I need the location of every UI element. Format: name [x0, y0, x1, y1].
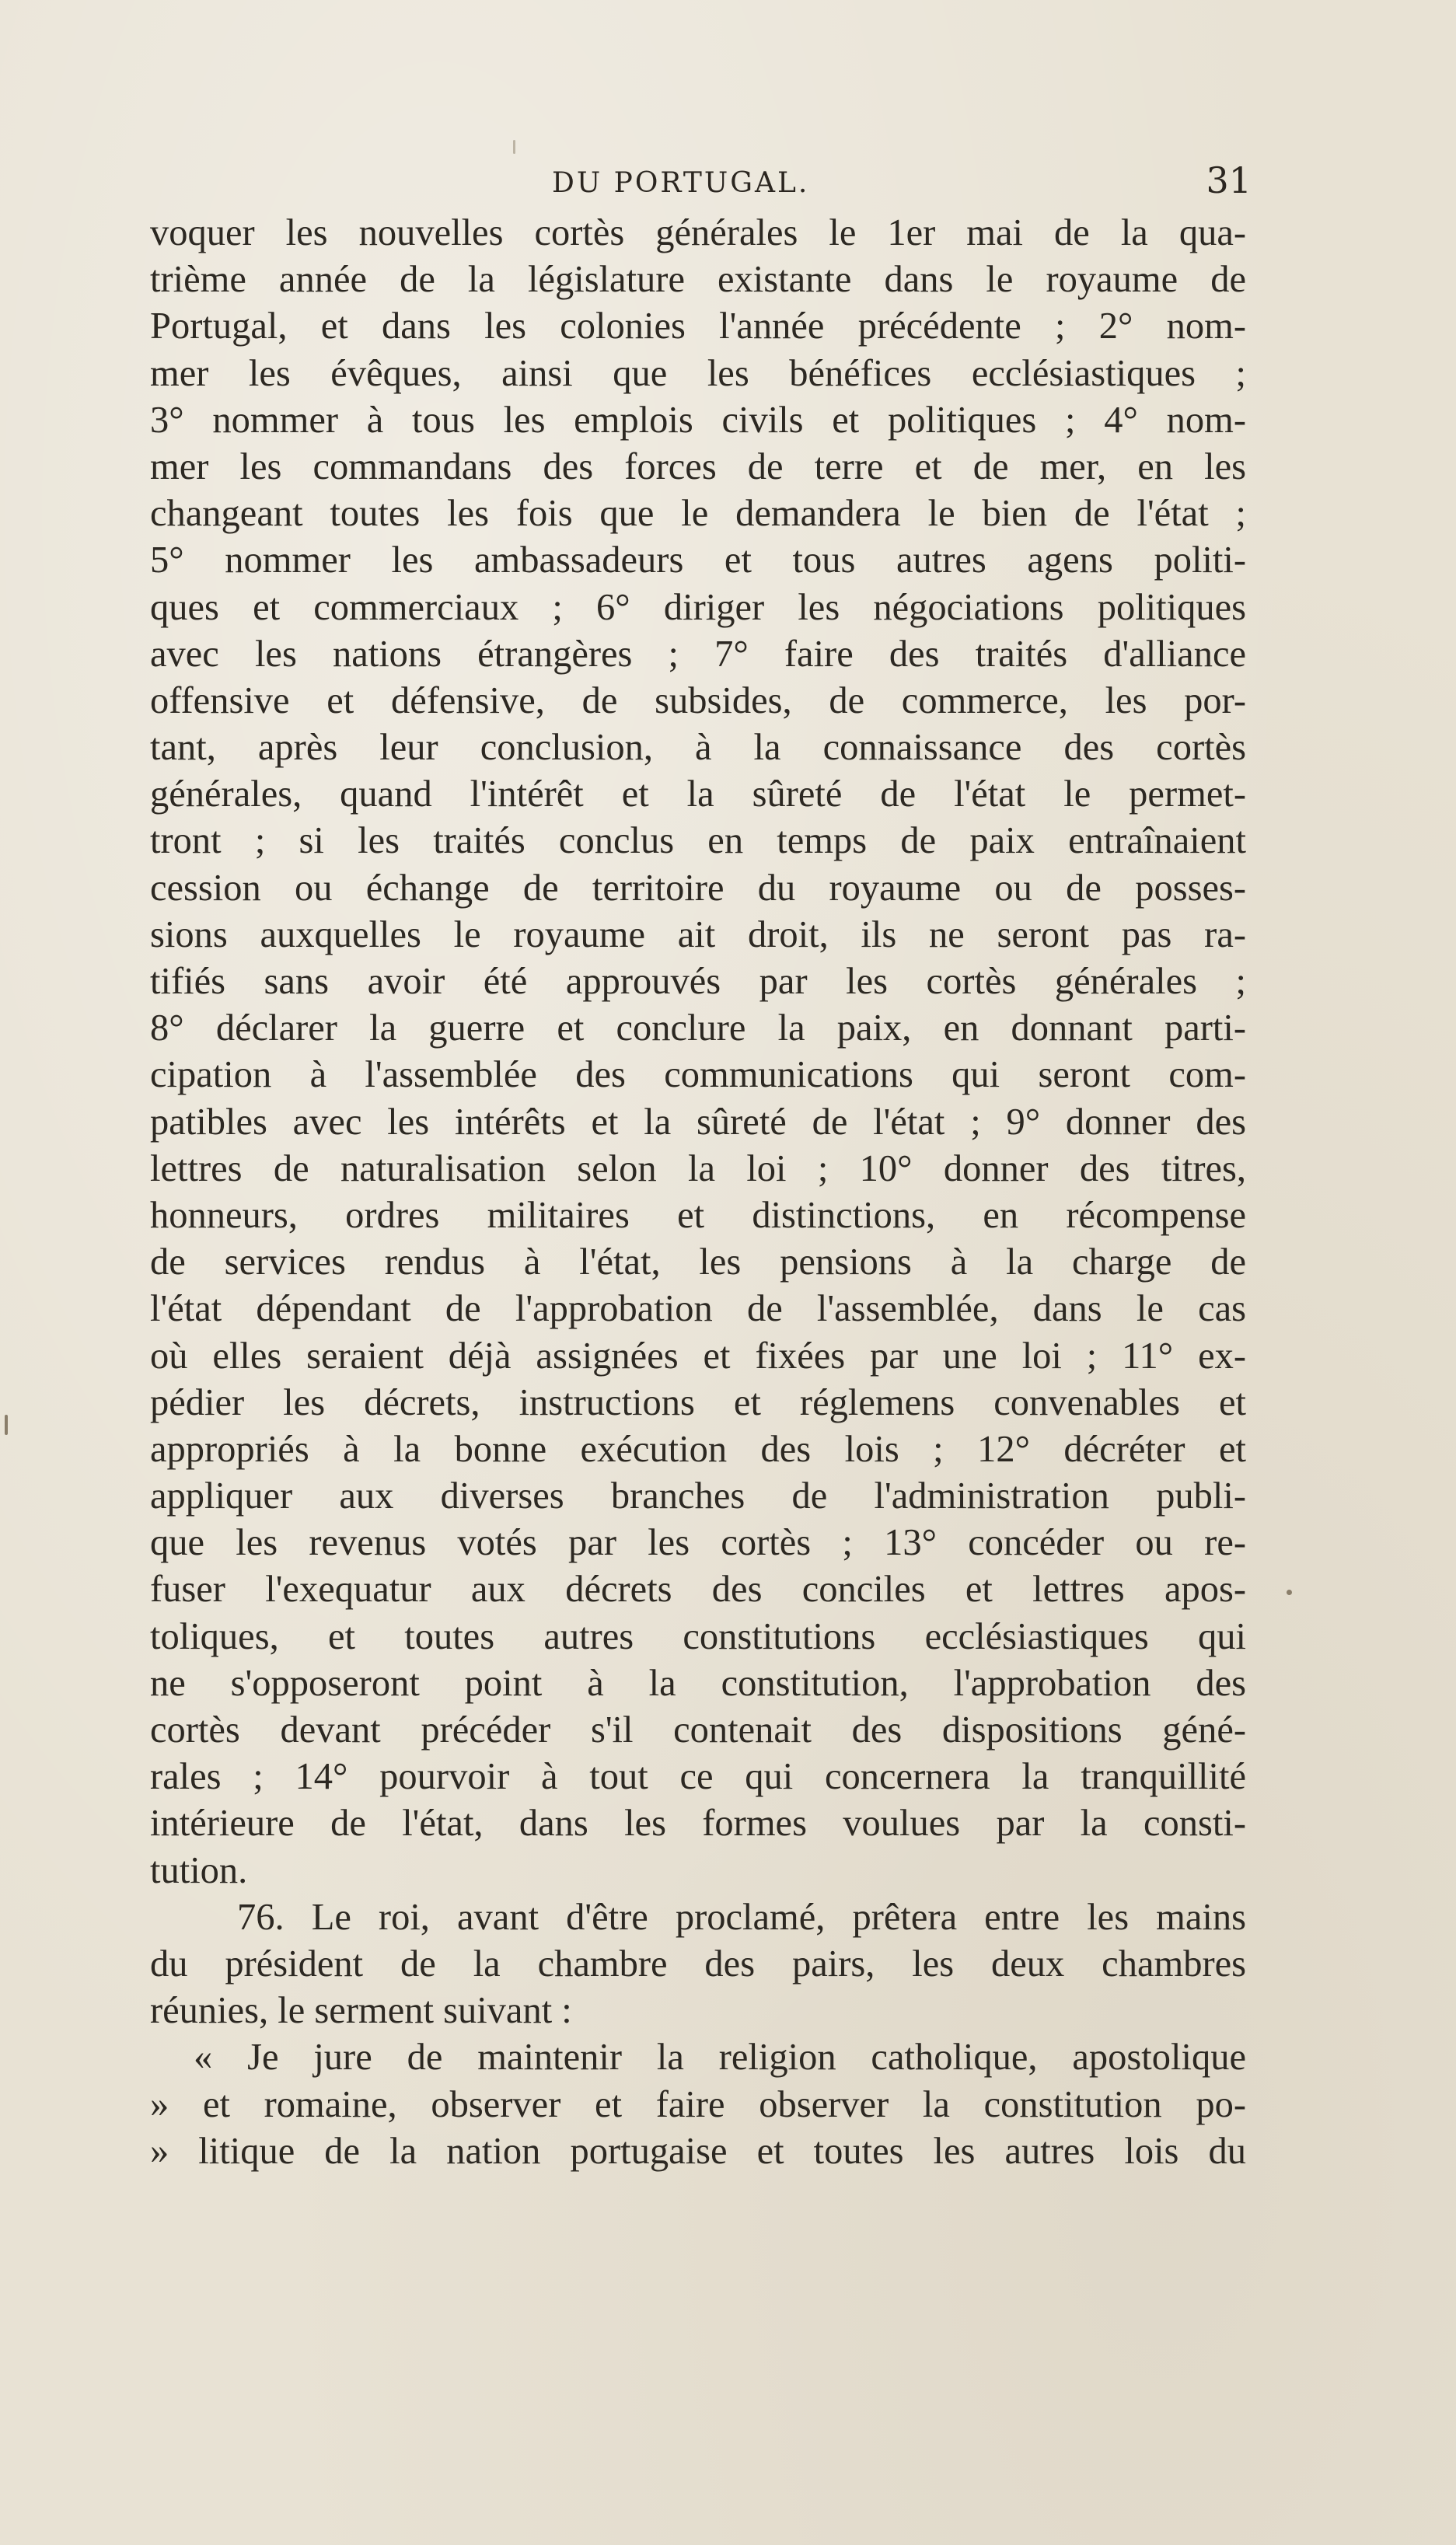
text-line: de services rendus à l'état, les pensions à la charge de [150, 1241, 1246, 1283]
text-line: toliques, et toutes autres constitutions ecclésiastiques qui [150, 1615, 1246, 1657]
oath-quote-line: » et romaine, observer et faire observer la constitution po- [150, 2083, 1246, 2125]
text-line: du président de la chambre des pairs, les deux chambres [150, 1943, 1246, 1985]
paper-speck [513, 140, 515, 154]
text-line: trième année de la législature existante dans le royaume de [150, 259, 1246, 301]
text-line: mer les commandans des forces de terre et de mer, en les [150, 445, 1246, 487]
text-line: tront ; si les traités conclus en temps de paix entraînaient [150, 820, 1246, 862]
paper-speck [5, 1415, 8, 1435]
text-line: avec les nations étrangères ; 7° faire des traités d'alliance [150, 633, 1246, 675]
text-line: honneurs, ordres militaires et distinctions, en récompense [150, 1194, 1246, 1236]
page-number: 31 [1206, 159, 1252, 201]
text-line: 8° déclarer la guerre et conclure la paix, en donnant parti- [150, 1007, 1246, 1049]
text-line: offensive et défensive, de subsides, de commerce, les por- [150, 679, 1246, 721]
text-line: changeant toutes les fois que le demandera le bien de l'état ; [150, 493, 1246, 535]
article-76-start: 76. Le roi, avant d'être proclamé, prêtera entre les mains [237, 1896, 1246, 1938]
text-line: cession ou échange de territoire du royaume ou de posses- [150, 867, 1246, 909]
paper-speck [1287, 1590, 1292, 1595]
text-line: générales, quand l'intérêt et la sûreté de l'état le permet- [150, 773, 1246, 815]
text-line: appropriés à la bonne exécution des lois ; 12° décréter et [150, 1428, 1246, 1470]
paragraph-end-line: réunies, le serment suivant : [150, 1990, 572, 2032]
text-line: appliquer aux diverses branches de l'administration publi- [150, 1475, 1246, 1517]
body-text [150, 210, 1246, 2175]
running-head [155, 159, 1252, 206]
text-line: que les revenus votés par les cortès ; 13° concéder ou re- [150, 1522, 1246, 1564]
text-line: Portugal, et dans les colonies l'année précédente ; 2° nom- [150, 305, 1246, 347]
text-line: fuser l'exequatur aux décrets des conciles et lettres apos- [150, 1569, 1246, 1611]
text-line: mer les évêques, ainsi que les bénéfices ecclésiastiques ; [150, 352, 1246, 394]
text-line: rales ; 14° pourvoir à tout ce qui concernera la tranquillité [150, 1756, 1246, 1798]
text-line: cortès devant précéder s'il contenait des dispositions géné- [150, 1709, 1246, 1751]
text-line: tifiés sans avoir été approuvés par les cortès générales ; [150, 961, 1246, 1002]
oath-quote-line: » litique de la nation portugaise et toutes les autres lois du [150, 2130, 1246, 2172]
text-line: tant, après leur conclusion, à la connaissance des cortès [150, 727, 1246, 769]
paragraph-end-line: tution. [150, 1849, 248, 1891]
text-line: ques et commerciaux ; 6° diriger les négociations politiques [150, 586, 1246, 628]
oath-quote-line: « Je jure de maintenir la religion catholique, apostolique [194, 2037, 1246, 2079]
text-line: 3° nommer à tous les emplois civils et politiques ; 4° nom- [150, 399, 1246, 441]
text-line: où elles seraient déjà assignées et fixées par une loi ; 11° ex- [150, 1335, 1246, 1377]
text-line: intérieure de l'état, dans les formes voulues par la consti- [150, 1803, 1246, 1845]
text-line: sions auxquelles le royaume ait droit, ils ne seront pas ra- [150, 913, 1246, 955]
text-line: cipation à l'assemblée des communications qui seront com- [150, 1054, 1246, 1096]
text-line: ne s'opposeront point à la constitution, l'approbation des [150, 1662, 1246, 1704]
text-line: l'état dépendant de l'approbation de l'assemblée, dans le cas [150, 1288, 1246, 1330]
running-title: DU PORTUGAL. [552, 167, 810, 199]
text-line: lettres de naturalisation selon la loi ; 10° donner des titres, [150, 1147, 1246, 1189]
text-line: pédier les décrets, instructions et réglemens convenables et [150, 1381, 1246, 1423]
text-line: voquer les nouvelles cortès générales le 1er mai de la qua- [150, 212, 1246, 253]
text-line: patibles avec les intérêts et la sûreté de l'état ; 9° donner des [150, 1101, 1246, 1143]
text-line: 5° nommer les ambassadeurs et tous autres agens politi- [150, 539, 1246, 581]
